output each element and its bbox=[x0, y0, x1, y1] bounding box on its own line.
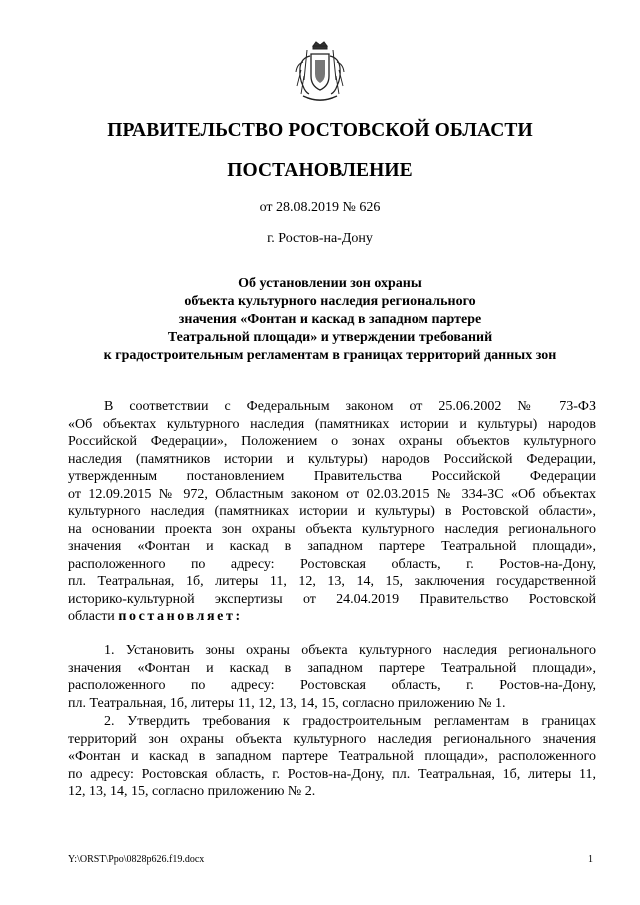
text-line: культурного наследия (памятниках истории и культуры) в Ростовской области», bbox=[68, 504, 596, 519]
text-line: наследия (памятников истории и культуры) народов Российской Федерации, bbox=[68, 451, 596, 467]
item-1-paragraph bbox=[68, 642, 596, 712]
document-subject bbox=[60, 275, 600, 365]
text-line bbox=[68, 608, 596, 626]
text-line: территорий зон охраны объекта культурного наследия регионального значения bbox=[68, 731, 596, 747]
text-line: В соответствии с Федеральным законом от 25.06.2002 № 73-ФЗ bbox=[104, 399, 596, 414]
text-line: на основании проекта зон охраны объекта культурного наследия регионального bbox=[68, 521, 596, 537]
text-line: 1. Установить зоны охраны объекта культурного наследия регионального bbox=[104, 643, 596, 658]
text-line: историко-культурной экспертизы от 24.04.2019 Правительство Ростовской bbox=[68, 591, 596, 607]
subject-line: Театральной площади» и утверждении требований bbox=[167, 330, 493, 345]
preamble-paragraph bbox=[68, 398, 596, 626]
subject-line: значения «Фонтан и каскад в западном партере bbox=[178, 312, 482, 327]
text-line: расположенного по адресу: Ростовская область, г. Ростов-на-Дону, bbox=[68, 556, 596, 572]
text-line: «Об объектах культурного наследия (памятниках истории и культуры) народов bbox=[68, 416, 596, 432]
text-line: пл. Театральная, 1б, литеры 11, 12, 13, 14, 15, заключения государственной bbox=[68, 574, 596, 589]
footer-file-path: Y:\ORST\Ppo\0828p626.f19.docx bbox=[68, 854, 205, 865]
text-line: 2. Утвердить требования к градостроительным регламентам в границах bbox=[104, 714, 596, 729]
text-line: значения «Фонтан и каскад в западном партере Театральной площади», bbox=[68, 660, 596, 676]
text-line: значения «Фонтан и каскад в западном партере Театральной площади», bbox=[68, 539, 596, 554]
text-line: от 12.09.2015 № 972, Областным законом от 02.03.2015 № 334-ЗС «Об объектах bbox=[68, 486, 596, 502]
text-line: по адресу: Ростовская область, г. Ростов-на-Дону, пл. Театральная, 1б, литеры 11, bbox=[68, 766, 596, 782]
text-line: 12, 13, 14, 15, согласно приложению № 2. bbox=[68, 784, 316, 799]
subject-line: к градостроительным регламентам в границах территорий данных зон bbox=[103, 348, 557, 363]
text-line: расположенного по адресу: Ростовская область, г. Ростов-на-Дону, bbox=[68, 678, 596, 693]
text-line: пл. Театральная, 1б, литеры 11, 12, 13, 14, 15, согласно приложению № 1. bbox=[68, 695, 506, 711]
coat-of-arms-emblem bbox=[291, 40, 349, 106]
subject-line: Об установлении зон охраны bbox=[238, 276, 422, 291]
document-type-title: ПОСТАНОВЛЕНИЕ bbox=[227, 160, 413, 181]
text-line: «Фонтан и каскад в западном партере Театральной площади», расположенного bbox=[68, 749, 596, 764]
footer-page-number: 1 bbox=[588, 854, 593, 865]
government-title: ПРАВИТЕЛЬСТВО РОСТОВСКОЙ ОБЛАСТИ bbox=[107, 120, 533, 141]
document-date-number: от 28.08.2019 № 626 bbox=[259, 200, 381, 215]
text-line: утвержденным постановлением Правительства Российской Федерации bbox=[68, 469, 596, 484]
item-2-paragraph bbox=[68, 713, 596, 801]
subject-line: объекта культурного наследия регионального bbox=[184, 294, 476, 309]
preamble-last-prefix: области bbox=[68, 609, 119, 624]
text-line: Российской Федерации», Положением о зонах охраны объектов культурного bbox=[68, 434, 596, 449]
resolves-word: постановляет: bbox=[118, 609, 243, 624]
document-city: г. Ростов-на-Дону bbox=[267, 231, 373, 246]
